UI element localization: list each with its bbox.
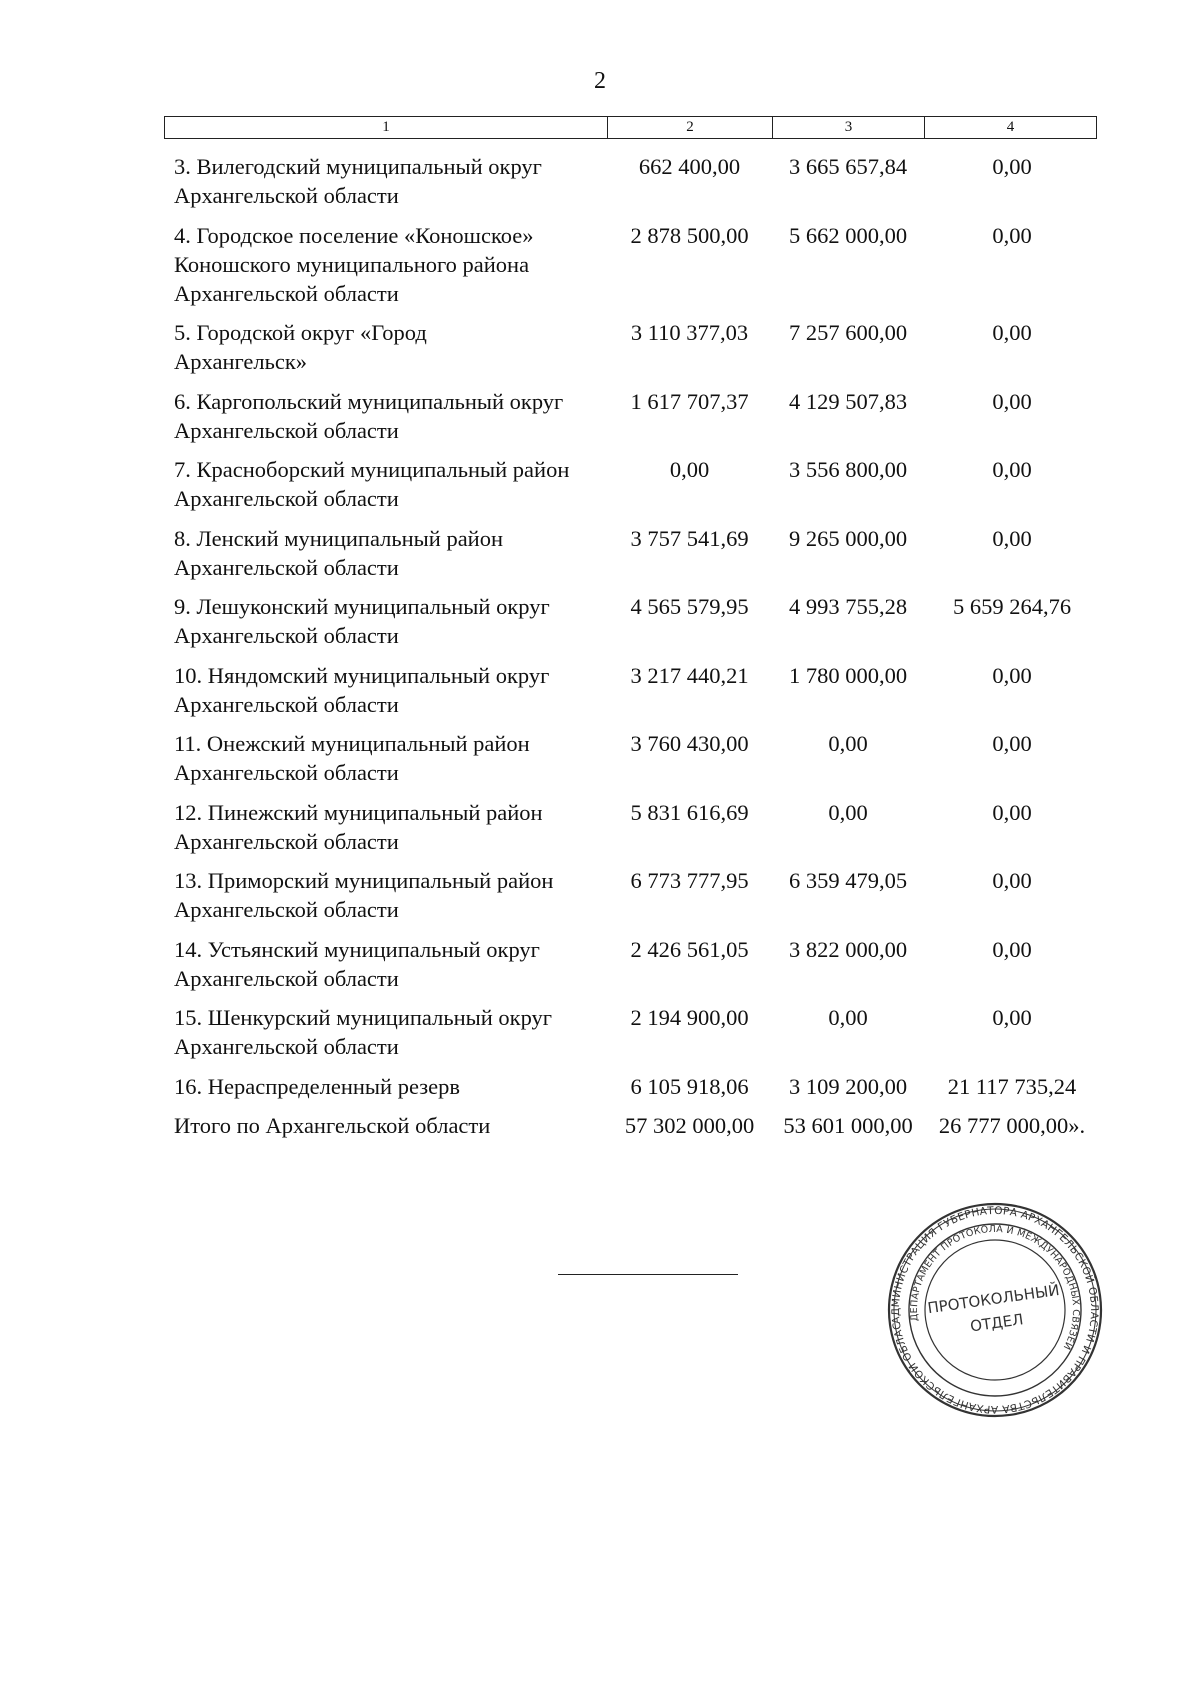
allocation-table (164, 152, 1124, 1150)
amount-col-2: 0,00 (669, 457, 710, 482)
column-number-header (164, 116, 1097, 139)
amount-col-2: 2 194 900,00 (630, 1005, 749, 1030)
municipality-name: 8. Ленский муниципальный район Архангельской области (174, 525, 504, 580)
table-row (164, 1003, 1124, 1061)
header-col-3: 3 (773, 117, 925, 139)
municipality-name: 11. Онежский муниципальный район Архангельской области (174, 731, 530, 785)
amount-col-4: 0,00 (992, 868, 1032, 893)
total-col-3: 53 601 000,00 (783, 1112, 913, 1138)
total-row (164, 1111, 1124, 1140)
amount-col-2: 3 757 541,69 (630, 525, 749, 551)
amount-col-3: 1 780 000,00 (788, 662, 908, 688)
municipality-name: 13. Приморский муниципальный район Архангельской области (174, 868, 554, 922)
municipality-name: 7. Красноборский муниципальный район Архангельской области (174, 457, 570, 511)
table-row (164, 387, 1124, 445)
municipality-name: 9. Лешуконский муниципальный округ Архангельской области (174, 594, 550, 648)
header-col-1: 1 (165, 117, 608, 139)
table-row (164, 798, 1124, 856)
amount-col-2: 5 831 616,69 (630, 799, 749, 825)
signature-line (558, 1274, 738, 1275)
table-row (164, 661, 1124, 719)
amount-col-4: 0,00 (992, 457, 1032, 482)
amount-col-4: 21 117 735,24 (947, 1073, 1077, 1099)
page-number: 2 (594, 68, 606, 94)
stamp-outer-text: АДМИНИСТРАЦИЯ ГУБЕРНАТОРА АРХАНГЕЛЬСКОЙ ОБЛАСТИ И ПРАВИТЕЛЬСТВА АРХАНГЕЛЬСКОЙ ОБЛАСТИ (889, 1204, 1101, 1416)
amount-col-3: 3 665 657,84 (788, 154, 908, 179)
table-row (164, 318, 1124, 376)
amount-col-4: 5 659 264,76 (952, 594, 1072, 619)
table-row (164, 866, 1124, 924)
stamp-center-line-2: ОТДЕЛ (969, 1310, 1025, 1336)
amount-col-4: 0,00 (992, 799, 1032, 825)
stamp-inner-text: ДЕПАРТАМЕНТ ПРОТОКОЛА И МЕЖДУНАРОДНЫХ СВЯЗЕЙ (908, 1223, 1082, 1352)
amount-col-3: 5 662 000,00 (788, 222, 908, 248)
amount-col-3: 9 265 000,00 (788, 525, 908, 551)
municipality-name: 16. Нераспределенный резерв (174, 1073, 460, 1099)
municipality-name: 10. Няндомский муниципальный округ Архангельской области (174, 662, 550, 717)
table-row (164, 221, 1124, 308)
amount-col-2: 6 105 918,06 (630, 1073, 749, 1099)
amount-col-4: 0,00 (992, 222, 1032, 248)
amount-col-2: 4 565 579,95 (630, 594, 749, 619)
table-row (164, 455, 1124, 513)
amount-col-4: 0,00 (992, 731, 1032, 756)
amount-col-2: 3 217 440,21 (630, 662, 749, 688)
header-col-2: 2 (608, 117, 773, 139)
protocol-department-stamp (885, 1200, 1105, 1420)
amount-col-3: 0,00 (828, 731, 868, 756)
amount-col-4: 0,00 (992, 936, 1032, 962)
municipality-name: 3. Вилегодский муниципальный округ Архангельской области (174, 154, 542, 208)
table-row (164, 592, 1124, 650)
amount-col-2: 3 110 377,03 (630, 320, 749, 345)
amount-col-4: 0,00 (992, 154, 1032, 179)
amount-col-2: 3 760 430,00 (630, 731, 749, 756)
amount-col-3: 0,00 (828, 1005, 868, 1030)
table-row (164, 935, 1124, 993)
table-row (164, 1072, 1124, 1101)
amount-col-3: 4 993 755,28 (788, 594, 908, 619)
amount-col-3: 6 359 479,05 (788, 868, 908, 893)
municipality-name: 5. Городской округ «Город Архангельск» (174, 320, 427, 374)
total-label: Итого по Архангельской области (174, 1112, 491, 1138)
municipality-name: 12. Пинежский муниципальный район Архангельской области (174, 799, 543, 854)
amount-col-3: 0,00 (828, 799, 868, 825)
total-col-2: 57 302 000,00 (624, 1112, 755, 1138)
amount-col-4: 0,00 (992, 525, 1032, 551)
table-row (164, 524, 1124, 582)
stamp-center-line-1: ПРОТОКОЛЬНЫЙ (926, 1280, 1061, 1318)
header-col-4: 4 (925, 117, 1097, 139)
amount-col-4: 0,00 (992, 388, 1032, 414)
amount-col-4: 0,00 (992, 1005, 1032, 1030)
table-row (164, 729, 1124, 787)
amount-col-4: 0,00 (992, 320, 1032, 345)
table-row (164, 152, 1124, 210)
municipality-name: 4. Городское поселение «Коношское» Коношского муниципального района Архангельской области (174, 222, 534, 306)
amount-col-3: 4 129 507,83 (788, 388, 908, 414)
municipality-name: 14. Устьянский муниципальный округ Архангельской области (174, 936, 540, 991)
amount-col-2: 662 400,00 (638, 154, 741, 179)
amount-col-3: 3 822 000,00 (788, 936, 908, 962)
amount-col-3: 3 556 800,00 (788, 457, 908, 482)
amount-col-3: 7 257 600,00 (788, 320, 908, 345)
amount-col-2: 6 773 777,95 (630, 868, 749, 893)
amount-col-2: 2 878 500,00 (630, 222, 749, 248)
amount-col-3: 3 109 200,00 (788, 1073, 908, 1099)
municipality-name: 15. Шенкурский муниципальный округ Архангельской области (174, 1005, 553, 1059)
amount-col-2: 2 426 561,05 (630, 936, 749, 962)
municipality-name: 6. Каргопольский муниципальный округ Архангельской области (174, 388, 564, 443)
total-col-4: 26 777 000,00». (938, 1112, 1086, 1138)
amount-col-2: 1 617 707,37 (630, 388, 749, 414)
amount-col-4: 0,00 (992, 662, 1032, 688)
